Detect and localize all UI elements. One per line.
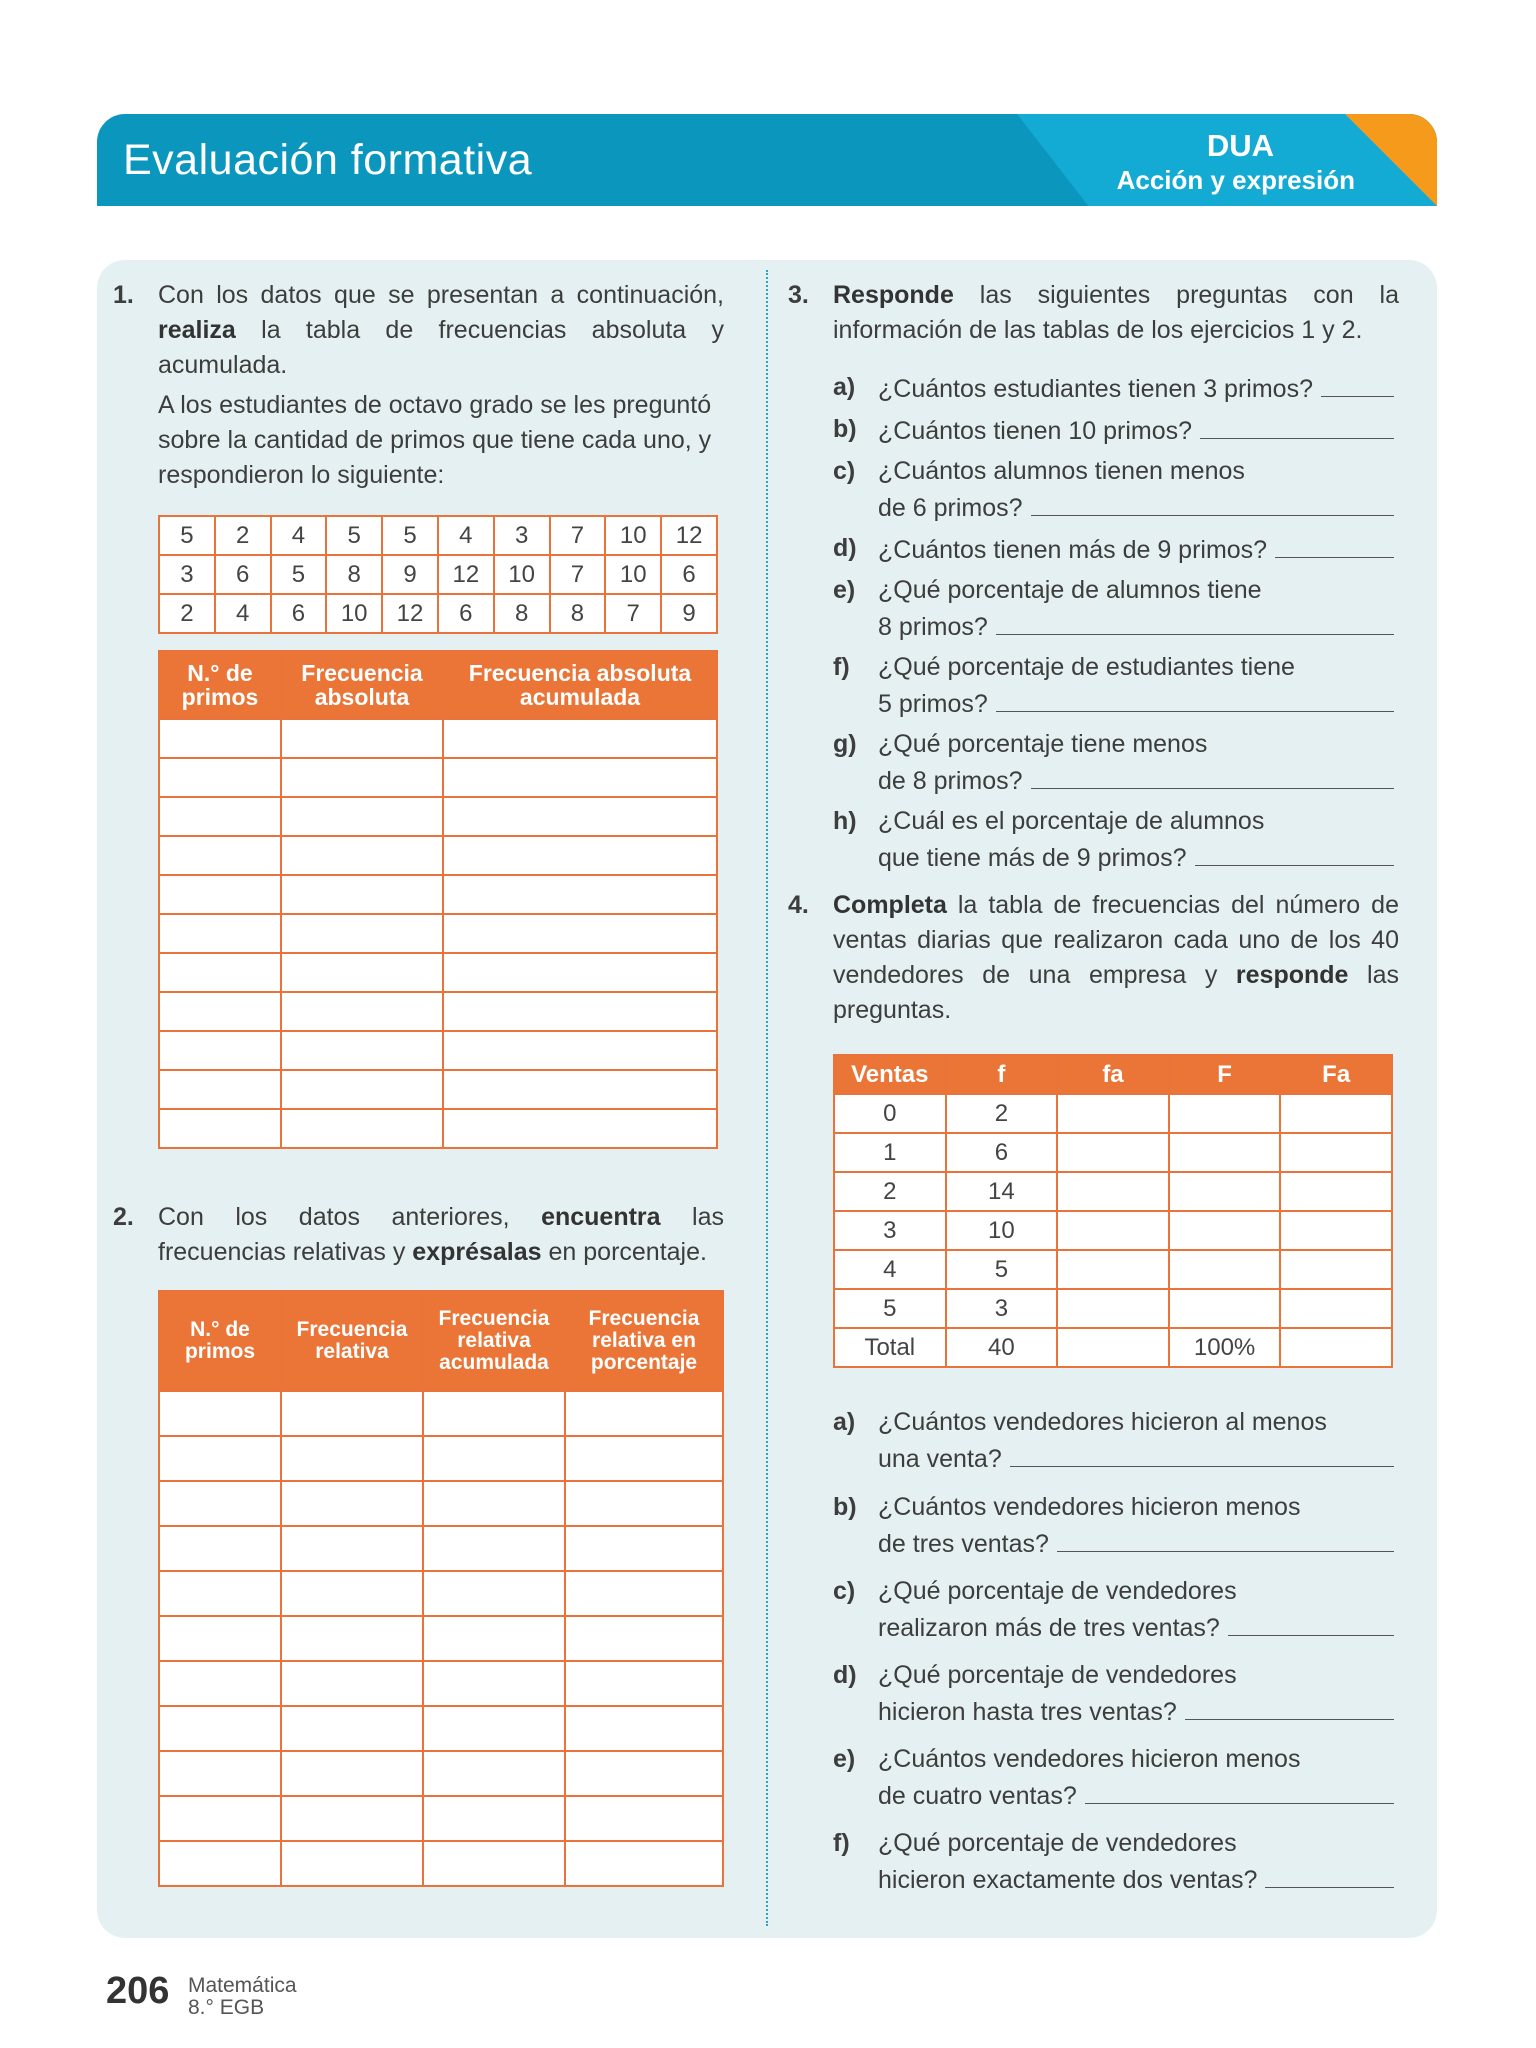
answer-row: [159, 1031, 717, 1070]
table-cell: 3: [834, 1211, 946, 1250]
col-header: Frecuencia relativa: [281, 1291, 423, 1391]
answer-cell[interactable]: [423, 1751, 565, 1796]
q2-verb-2: exprésalas: [412, 1238, 542, 1266]
sub-question: [833, 1826, 1394, 1898]
answer-cell[interactable]: [159, 1526, 281, 1571]
answer-cell[interactable]: [1169, 1094, 1281, 1133]
answer-blank[interactable]: [996, 608, 1394, 635]
data-cell: 5: [382, 516, 438, 555]
answer-row: [159, 953, 717, 992]
data-cell: 12: [382, 594, 438, 633]
answer-cell[interactable]: [423, 1571, 565, 1616]
answer-cell[interactable]: [159, 1796, 281, 1841]
q1-verb: realiza: [158, 316, 236, 344]
sub-question-text: ¿Cuántos tienen más de 9 primos?: [878, 536, 1268, 564]
question-1-context: A los estudiantes de octavo grado se les preguntó sobre la cantidad de primos que tiene cada uno, y respondieron lo siguiente:: [158, 391, 712, 489]
data-cell: 6: [215, 555, 271, 594]
answer-cell[interactable]: [281, 1070, 443, 1109]
sub-question-letter: b): [833, 1493, 857, 1521]
question-4: [788, 888, 1400, 1028]
answer-cell[interactable]: [423, 1841, 565, 1886]
data-cell: 12: [661, 516, 717, 555]
data-row: [159, 516, 717, 555]
answer-cell[interactable]: [159, 1031, 281, 1070]
header-banner: [97, 114, 1437, 206]
sub-question-text: hicieron hasta tres ventas?: [878, 1698, 1177, 1726]
sub-question-letter: f): [833, 1829, 850, 1857]
answer-cell[interactable]: [281, 1481, 423, 1526]
answer-cell[interactable]: [159, 719, 281, 758]
answer-cell[interactable]: [281, 992, 443, 1031]
sub-question-text: hicieron exactamente dos ventas?: [878, 1866, 1258, 1894]
answer-row: [159, 1571, 723, 1616]
sub-question-letter: d): [833, 1661, 857, 1689]
sub-question-letter: c): [833, 1577, 856, 1605]
answer-cell[interactable]: [565, 1841, 723, 1886]
answer-cell[interactable]: [281, 1391, 423, 1436]
question-1: [113, 278, 724, 383]
table-row: [834, 1094, 1392, 1133]
data-cell: 8: [494, 594, 550, 633]
answer-blank[interactable]: [1185, 1693, 1394, 1720]
answer-row: [159, 1109, 717, 1148]
sub-question-text: ¿Qué porcentaje de vendedores: [878, 1661, 1237, 1689]
answer-cell[interactable]: [565, 1391, 723, 1436]
data-cell: 9: [382, 555, 438, 594]
answer-cell[interactable]: [281, 797, 443, 836]
answer-cell[interactable]: [1169, 1250, 1281, 1289]
answer-cell[interactable]: [159, 953, 281, 992]
sub-question-text: 5 primos?: [878, 690, 988, 718]
answer-blank[interactable]: [1031, 762, 1394, 789]
q3-text: las siguientes preguntas con la información de las tablas de los ejercicios 1 y 2.: [833, 281, 1399, 344]
data-row: [159, 594, 717, 633]
table-row: [834, 1328, 1392, 1367]
answer-cell[interactable]: [443, 1109, 717, 1148]
answer-cell[interactable]: [423, 1526, 565, 1571]
answer-cell[interactable]: [565, 1571, 723, 1616]
table-row: [834, 1289, 1392, 1328]
answer-cell[interactable]: [281, 1526, 423, 1571]
answer-cell[interactable]: [281, 719, 443, 758]
sub-question-text: ¿Qué porcentaje de vendedores: [878, 1829, 1237, 1857]
data-cell: 5: [326, 516, 382, 555]
answer-cell[interactable]: [1057, 1172, 1169, 1211]
table-cell: 14: [946, 1172, 1058, 1211]
answer-blank[interactable]: [1321, 370, 1394, 397]
answer-cell[interactable]: [443, 719, 717, 758]
answer-cell[interactable]: [159, 1616, 281, 1661]
answer-cell[interactable]: [443, 953, 717, 992]
col-header: F: [1169, 1055, 1281, 1094]
subject-label: Matemática: [188, 1974, 297, 1997]
sub-question-text: ¿Cuántos alumnos tienen menos: [878, 457, 1245, 485]
sub-question-text: de 8 primos?: [878, 767, 1023, 795]
sub-question: [833, 1658, 1394, 1730]
answer-row: [159, 1481, 723, 1526]
sub-question-letter: d): [833, 534, 857, 562]
answer-row: [159, 758, 717, 797]
answer-blank[interactable]: [1085, 1777, 1394, 1804]
data-cell: 6: [661, 555, 717, 594]
sub-question-text: realizaron más de tres ventas?: [878, 1614, 1220, 1642]
answer-cell[interactable]: [565, 1661, 723, 1706]
answer-cell[interactable]: [443, 992, 717, 1031]
answer-cell[interactable]: [1057, 1328, 1169, 1367]
answer-cell[interactable]: [159, 1109, 281, 1148]
sub-question-text: de cuatro ventas?: [878, 1782, 1077, 1810]
answer-cell[interactable]: [159, 1436, 281, 1481]
answer-cell[interactable]: [565, 1526, 723, 1571]
sub-question-text: ¿Cuántos vendedores hicieron al menos: [878, 1408, 1327, 1436]
data-cell: 7: [550, 555, 606, 594]
sub-question-letter: a): [833, 373, 856, 401]
answer-cell[interactable]: [565, 1706, 723, 1751]
answer-cell[interactable]: [159, 1391, 281, 1436]
sub-question-text: que tiene más de 9 primos?: [878, 844, 1187, 872]
data-cell: 10: [326, 594, 382, 633]
answer-cell[interactable]: [281, 1031, 443, 1070]
page-title: Evaluación formativa: [123, 136, 533, 184]
answer-row: [159, 836, 717, 875]
answer-row: [159, 1391, 723, 1436]
question-number: 4.: [788, 891, 809, 919]
answer-cell[interactable]: [565, 1481, 723, 1526]
sub-question: [833, 1742, 1394, 1814]
answer-cell[interactable]: [1280, 1289, 1392, 1328]
sub-question-text: ¿Qué porcentaje de alumnos tiene: [878, 576, 1262, 604]
q2-verb-1: encuentra: [541, 1203, 661, 1231]
data-cell: 6: [271, 594, 327, 633]
sub-question: [833, 454, 1394, 526]
q2-text-a: Con los datos anteriores,: [158, 1203, 542, 1231]
data-cell: 5: [271, 555, 327, 594]
answer-blank[interactable]: [1200, 412, 1394, 439]
sub-question-text: de tres ventas?: [878, 1530, 1049, 1558]
answer-cell[interactable]: [443, 758, 717, 797]
q3-verb: Responde: [833, 281, 954, 309]
answer-cell[interactable]: [281, 1616, 423, 1661]
table-cell: 5: [946, 1250, 1058, 1289]
col-header: Frecuencia relativa acumulada: [423, 1291, 565, 1391]
answer-row: [159, 1751, 723, 1796]
sub-question-text: ¿Cuántos vendedores hicieron menos: [878, 1745, 1301, 1773]
table-cell: 100%: [1169, 1328, 1281, 1367]
col-header: Ventas: [834, 1055, 946, 1094]
answer-cell[interactable]: [281, 1571, 423, 1616]
sub-question-text: ¿Qué porcentaje de vendedores: [878, 1577, 1237, 1605]
answer-cell[interactable]: [281, 875, 443, 914]
answer-blank[interactable]: [1031, 489, 1394, 516]
answer-cell[interactable]: [423, 1706, 565, 1751]
data-row: [159, 555, 717, 594]
column-divider: [766, 270, 768, 1926]
answer-cell[interactable]: [159, 1070, 281, 1109]
answer-cell[interactable]: [1057, 1133, 1169, 1172]
answer-row: [159, 1070, 717, 1109]
sub-question: [833, 1405, 1394, 1477]
dua-label: DUA: [1206, 128, 1274, 163]
q4-verb-1: Completa: [833, 891, 947, 919]
answer-cell[interactable]: [1280, 1133, 1392, 1172]
data-cell: 8: [550, 594, 606, 633]
q2-text-c: en porcentaje.: [541, 1238, 707, 1266]
sub-question-text: una venta?: [878, 1445, 1002, 1473]
data-cell: 2: [159, 594, 215, 633]
answer-cell[interactable]: [443, 836, 717, 875]
sub-question-text: ¿Cuántos tienen 10 primos?: [878, 417, 1193, 445]
question-number: 2.: [113, 1203, 134, 1231]
answer-row: [159, 1796, 723, 1841]
data-cell: 3: [159, 555, 215, 594]
data-cell: 5: [159, 516, 215, 555]
sub-question: [833, 1574, 1394, 1646]
data-cell: 10: [494, 555, 550, 594]
answer-blank[interactable]: [1010, 1440, 1394, 1467]
sub-question-letter: f): [833, 653, 850, 681]
answer-row: [159, 797, 717, 836]
data-cell: 4: [215, 594, 271, 633]
answer-cell[interactable]: [281, 1436, 423, 1481]
table-row: [834, 1172, 1392, 1211]
q4-text-b: las preguntas.: [833, 961, 1400, 1024]
sub-question-letter: c): [833, 457, 856, 485]
answer-cell[interactable]: [159, 1706, 281, 1751]
answer-cell[interactable]: [1280, 1172, 1392, 1211]
question-number: 3.: [788, 281, 809, 309]
data-cell: 12: [438, 555, 494, 594]
answer-cell[interactable]: [159, 1481, 281, 1526]
table-row: [834, 1211, 1392, 1250]
answer-cell[interactable]: [423, 1616, 565, 1661]
answer-cell[interactable]: [1169, 1172, 1281, 1211]
data-cell: 7: [550, 516, 606, 555]
answer-cell[interactable]: [423, 1796, 565, 1841]
grade-label: 8.° EGB: [188, 1996, 265, 2019]
answer-cell[interactable]: [423, 1661, 565, 1706]
answer-cell[interactable]: [159, 875, 281, 914]
answer-cell[interactable]: [1057, 1250, 1169, 1289]
table-cell: 6: [946, 1133, 1058, 1172]
sub-question-text: 8 primos?: [878, 613, 988, 641]
col-header: N.° de primos: [159, 651, 281, 719]
sub-question-letter: g): [833, 730, 857, 758]
answer-cell[interactable]: [159, 758, 281, 797]
table-row: [834, 1250, 1392, 1289]
sub-question: [833, 727, 1394, 799]
sub-question: [833, 412, 1394, 449]
answer-row: [159, 1841, 723, 1886]
data-cell: 8: [326, 555, 382, 594]
col-header: fa: [1057, 1055, 1169, 1094]
answer-cell[interactable]: [281, 1796, 423, 1841]
answer-cell[interactable]: [281, 953, 443, 992]
table-cell: 2: [834, 1172, 946, 1211]
answer-cell[interactable]: [281, 1841, 423, 1886]
answer-cell[interactable]: [565, 1796, 723, 1841]
answer-blank[interactable]: [1275, 531, 1394, 558]
col-header: Frecuencia absoluta: [281, 651, 443, 719]
sub-question-letter: b): [833, 415, 857, 443]
table-cell: 0: [834, 1094, 946, 1133]
table-cell: 1: [834, 1133, 946, 1172]
answer-cell[interactable]: [1169, 1289, 1281, 1328]
question-2: [113, 1200, 724, 1270]
sub-question: [833, 370, 1394, 407]
answer-cell[interactable]: [565, 1616, 723, 1661]
answer-blank[interactable]: [1265, 1861, 1394, 1888]
sub-question-text: ¿Qué porcentaje tiene menos: [878, 730, 1208, 758]
answer-cell[interactable]: [281, 1706, 423, 1751]
q4-verb-2: responde: [1235, 961, 1349, 989]
answer-blank[interactable]: [1228, 1609, 1394, 1636]
data-cell: 2: [215, 516, 271, 555]
answer-row: [159, 719, 717, 758]
page-number: 206: [106, 1970, 170, 2012]
q1-text-b: la tabla de frecuencias absoluta y acumulada.: [158, 316, 724, 379]
answer-cell[interactable]: [443, 875, 717, 914]
sub-question-text: ¿Cuántos estudiantes tienen 3 primos?: [878, 375, 1313, 403]
answer-cell[interactable]: [1280, 1211, 1392, 1250]
col-header: Frecuencia relativa en porcentaje: [565, 1291, 723, 1391]
answer-cell[interactable]: [423, 1436, 565, 1481]
answer-cell[interactable]: [1057, 1211, 1169, 1250]
table-cell: 40: [946, 1328, 1058, 1367]
dua-subtitle: Acción y expresión: [1116, 165, 1355, 195]
sub-question: [833, 804, 1394, 876]
answer-row: [159, 914, 717, 953]
q2-text-b: las frecuencias relativas y: [158, 1203, 724, 1266]
data-cell: 10: [605, 555, 661, 594]
answer-cell[interactable]: [1057, 1094, 1169, 1133]
data-cell: 3: [494, 516, 550, 555]
sub-question-text: ¿Cuántos vendedores hicieron menos: [878, 1493, 1301, 1521]
question-3: [788, 278, 1399, 348]
col-header: N.° de primos: [159, 1291, 281, 1391]
answer-row: [159, 992, 717, 1031]
sub-question-text: ¿Qué porcentaje de estudiantes tiene: [878, 653, 1295, 681]
answer-cell[interactable]: [159, 1841, 281, 1886]
answer-cell[interactable]: [443, 1070, 717, 1109]
answer-cell[interactable]: [159, 992, 281, 1031]
table-cell: 10: [946, 1211, 1058, 1250]
data-cell: 9: [661, 594, 717, 633]
answer-cell[interactable]: [423, 1391, 565, 1436]
answer-cell[interactable]: [1280, 1094, 1392, 1133]
col-header: f: [946, 1055, 1058, 1094]
answer-cell[interactable]: [1169, 1133, 1281, 1172]
answer-row: [159, 875, 717, 914]
data-cell: 6: [438, 594, 494, 633]
answer-cell[interactable]: [159, 914, 281, 953]
col-header: Fa: [1280, 1055, 1392, 1094]
answer-blank[interactable]: [1057, 1525, 1394, 1552]
answer-cell[interactable]: [1280, 1328, 1392, 1367]
table-cell: Total: [834, 1328, 946, 1367]
answer-row: [159, 1436, 723, 1481]
sub-question: [833, 531, 1394, 568]
footer-subject: [188, 1975, 297, 2019]
table-cell: 4: [834, 1250, 946, 1289]
data-cell: 10: [605, 516, 661, 555]
sub-question-letter: e): [833, 1745, 856, 1773]
answer-cell[interactable]: [159, 797, 281, 836]
relative-frequency-table: [158, 1290, 724, 1887]
answer-cell[interactable]: [443, 797, 717, 836]
answer-row: [159, 1616, 723, 1661]
absolute-frequency-table: [158, 650, 718, 1149]
data-cell: 7: [605, 594, 661, 633]
answer-cell[interactable]: [281, 914, 443, 953]
answer-blank[interactable]: [996, 685, 1394, 712]
sub-question-letter: h): [833, 807, 857, 835]
table-cell: 3: [946, 1289, 1058, 1328]
q1-text-a: Con los datos que se presentan a continuación,: [158, 281, 724, 309]
answer-cell[interactable]: [281, 1661, 423, 1706]
data-cell: 4: [271, 516, 327, 555]
q4-text-a: la tabla de frecuencias del número de ventas diarias que realizaron cada uno de los 40 vendedores de una empresa y: [833, 891, 1399, 989]
sub-question-letter: a): [833, 1408, 856, 1436]
sub-question: [833, 650, 1394, 722]
answer-cell[interactable]: [281, 836, 443, 875]
answer-row: [159, 1661, 723, 1706]
data-cell: 4: [438, 516, 494, 555]
table-cell: 2: [946, 1094, 1058, 1133]
answer-cell[interactable]: [443, 1031, 717, 1070]
answer-row: [159, 1706, 723, 1751]
survey-data-table: [158, 515, 718, 634]
answer-cell[interactable]: [1280, 1250, 1392, 1289]
answer-cell[interactable]: [443, 914, 717, 953]
answer-cell[interactable]: [159, 836, 281, 875]
col-header: Frecuencia absoluta acumulada: [443, 651, 717, 719]
sub-question-letter: e): [833, 576, 856, 604]
sales-frequency-table: [833, 1054, 1393, 1368]
sub-question-text: de 6 primos?: [878, 494, 1023, 522]
answer-cell[interactable]: [159, 1571, 281, 1616]
answer-cell[interactable]: [423, 1481, 565, 1526]
answer-blank[interactable]: [1195, 839, 1394, 866]
answer-row: [159, 1526, 723, 1571]
answer-cell[interactable]: [1169, 1211, 1281, 1250]
answer-cell[interactable]: [281, 758, 443, 797]
sub-question: [833, 1490, 1394, 1562]
sub-question-text: ¿Cuál es el porcentaje de alumnos: [878, 807, 1265, 835]
answer-cell[interactable]: [565, 1436, 723, 1481]
answer-cell[interactable]: [159, 1661, 281, 1706]
answer-cell[interactable]: [1057, 1289, 1169, 1328]
question-number: 1.: [113, 281, 134, 309]
sub-question: [833, 573, 1394, 645]
answer-cell[interactable]: [565, 1751, 723, 1796]
answer-cell[interactable]: [159, 1751, 281, 1796]
table-row: [834, 1133, 1392, 1172]
answer-cell[interactable]: [281, 1751, 423, 1796]
answer-cell[interactable]: [281, 1109, 443, 1148]
table-cell: 5: [834, 1289, 946, 1328]
